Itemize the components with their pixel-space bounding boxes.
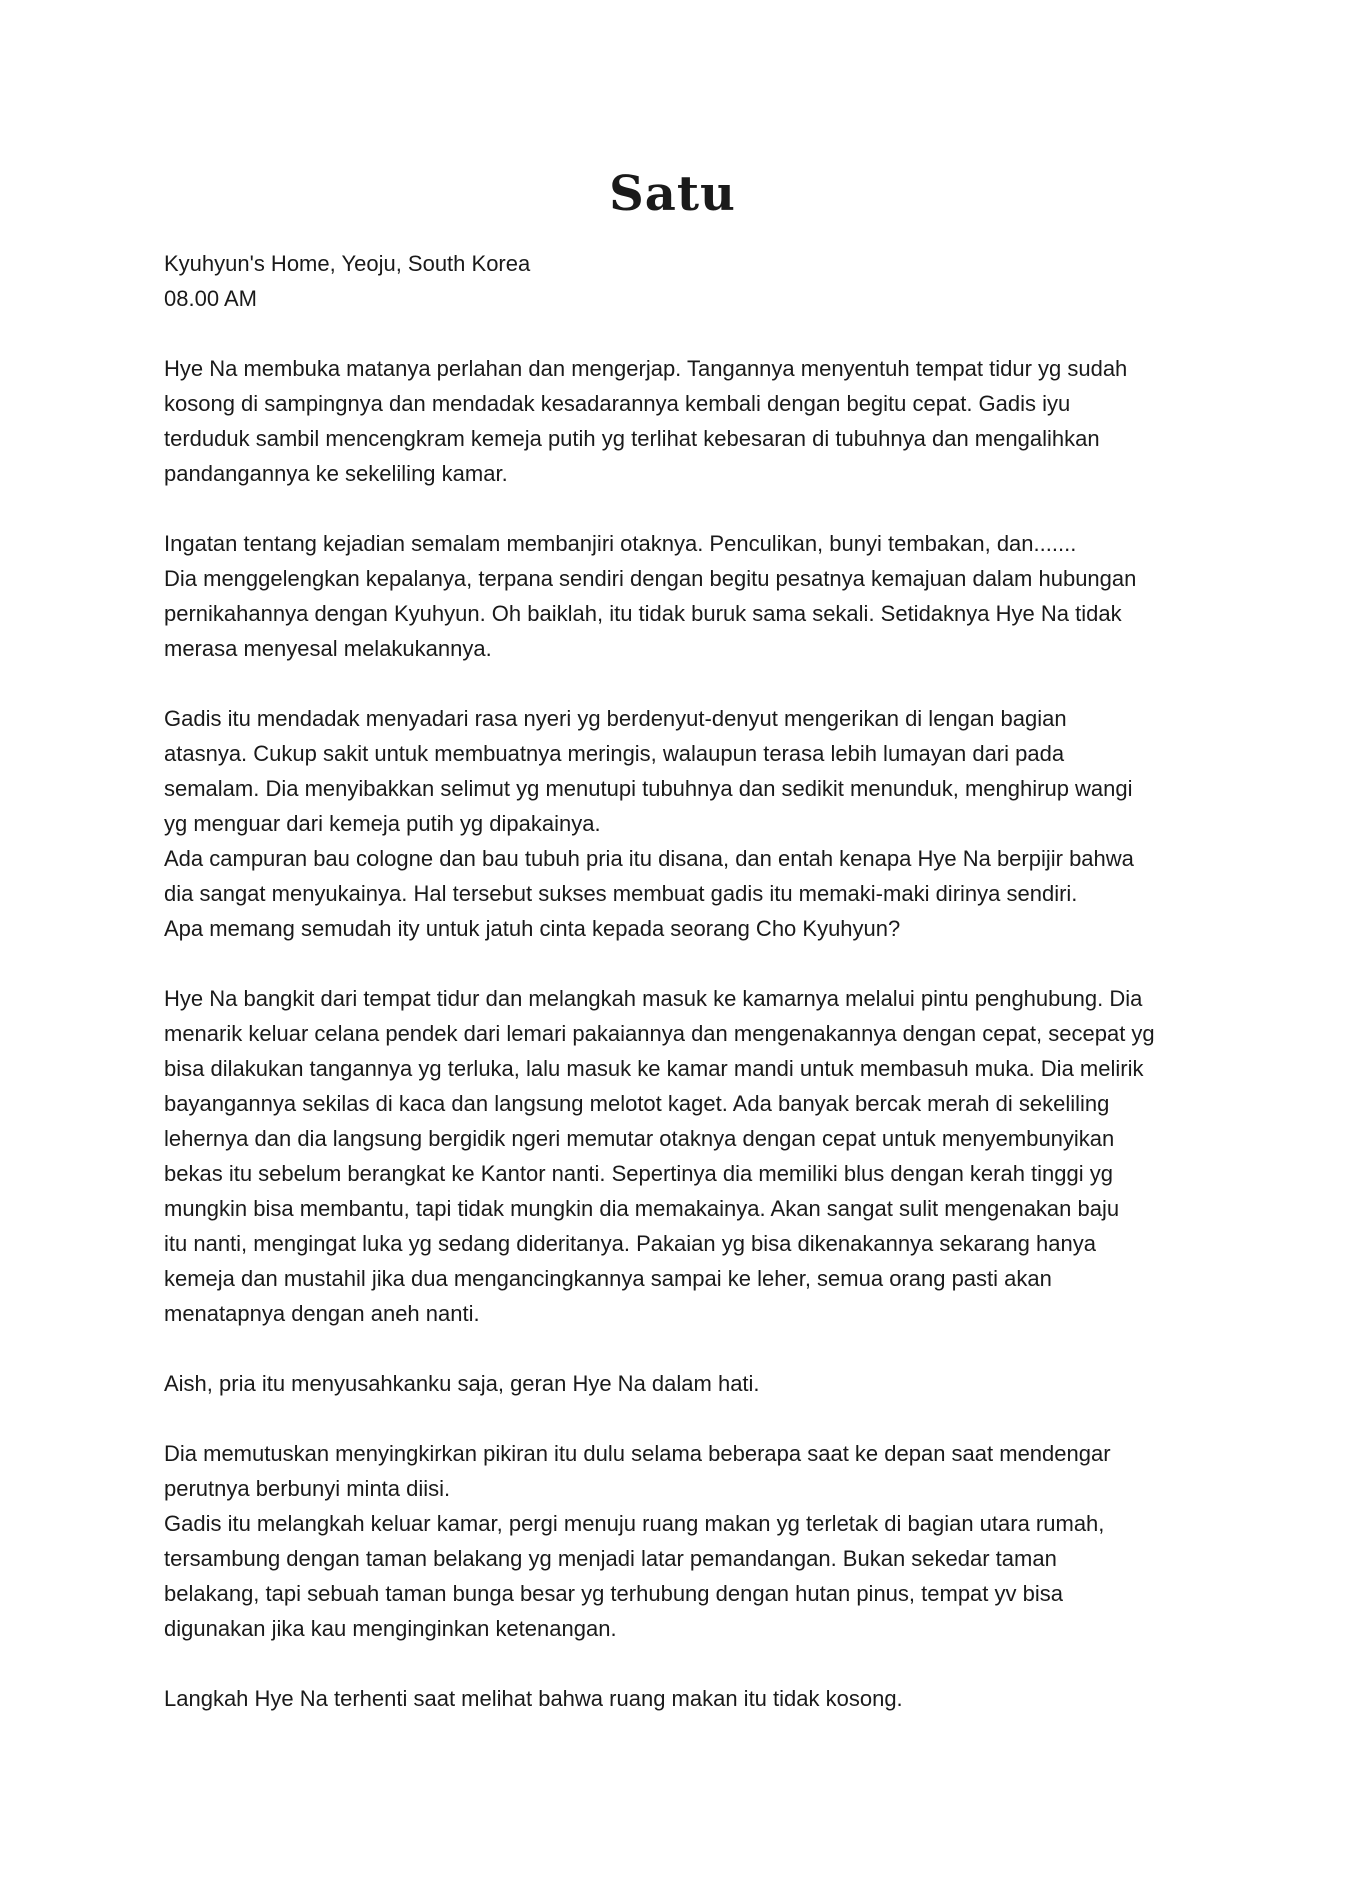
paragraph-line: tersambung dengan taman belakang yg menjadi latar pemandangan. Bukan sekedar taman [164, 1546, 1057, 1571]
paragraph-line: bekas itu sebelum berangkat ke Kantor nanti. Sepertinya dia memiliki blus dengan kerah tinggi yg [164, 1161, 1113, 1186]
paragraph-line: yg menguar dari kemeja putih yg dipakainya. [164, 811, 601, 836]
paragraph-line: dia sangat menyukainya. Hal tersebut sukses membuat gadis itu memaki-maki dirinya sendiri. [164, 881, 1078, 906]
paragraph-line: Apa memang semudah ity untuk jatuh cinta kepada seorang Cho Kyuhyun? [164, 916, 901, 941]
paragraph [164, 526, 1204, 666]
paragraph-line: atasnya. Cukup sakit untuk membuatnya meringis, walaupun terasa lebih lumayan dari pada [164, 741, 1065, 766]
paragraph-line: Dia menggelengkan kepalanya, terpana sendiri dengan begitu pesatnya kemajuan dalam hubungan [164, 566, 1137, 591]
paragraph-line: belakang, tapi sebuah taman bunga besar yg terhubung dengan hutan pinus, tempat yv bisa [164, 1581, 1063, 1606]
paragraph-line: Gadis itu melangkah keluar kamar, pergi menuju ruang makan yg terletak di bagian utara rumah, [164, 1511, 1105, 1536]
paragraph-line: digunakan jika kau menginginkan ketenangan. [164, 1616, 617, 1641]
paragraph-line: mungkin bisa membantu, tapi tidak mungkin dia memakainya. Akan sangat sulit mengenakan baju [164, 1196, 1120, 1221]
chapter-title: Satu [609, 166, 736, 222]
scene-location: Kyuhyun's Home, Yeoju, South Korea [164, 251, 531, 276]
paragraph-line: semalam. Dia menyibakkan selimut yg menutupi tubuhnya dan sedikit menunduk, menghirup wangi [164, 776, 1133, 801]
scene-header [164, 246, 1204, 316]
paragraph-line: Gadis itu mendadak menyadari rasa nyeri yg berdenyut-denyut mengerikan di lengan bagian [164, 706, 1067, 731]
paragraph-line: pandangannya ke sekeliling kamar. [164, 461, 508, 486]
paragraph-line: Ada campuran bau cologne dan bau tubuh pria itu disana, dan entah kenapa Hye Na berpijir bahwa [164, 846, 1134, 871]
paragraph-line: pernikahannya dengan Kyuhyun. Oh baiklah, itu tidak buruk sama sekali. Setidaknya Hye Na tidak [164, 601, 1122, 626]
paragraph-line: Ingatan tentang kejadian semalam membanjiri otaknya. Penculikan, bunyi tembakan, dan....... [164, 531, 1077, 556]
paragraph-line: kosong di sampingnya dan mendadak kesadarannya kembali dengan begitu cepat. Gadis iyu [164, 391, 1071, 416]
paragraph-line: lehernya dan dia langsung bergidik ngeri memutar otaknya dengan cepat untuk menyembunyikan [164, 1126, 1115, 1151]
paragraph [164, 1681, 1204, 1716]
paragraph [164, 701, 1204, 946]
paragraph-line: kemeja dan mustahil jika dua mengancingkannya sampai ke leher, semua orang pasti akan [164, 1266, 1052, 1291]
paragraph-line: Hye Na bangkit dari tempat tidur dan melangkah masuk ke kamarnya melalui pintu penghubung. Dia [164, 986, 1143, 1011]
paragraph-line: Aish, pria itu menyusahkanku saja, geran Hye Na dalam hati. [164, 1371, 760, 1396]
paragraph-line: Langkah Hye Na terhenti saat melihat bahwa ruang makan itu tidak kosong. [164, 1686, 903, 1711]
scene-time: 08.00 AM [164, 286, 257, 311]
paragraph-line: Dia memutuskan menyingkirkan pikiran itu dulu selama beberapa saat ke depan saat mendengar [164, 1441, 1111, 1466]
paragraph [164, 1436, 1204, 1646]
paragraph-line: merasa menyesal melakukannya. [164, 636, 492, 661]
paragraph-line: bayangannya sekilas di kaca dan langsung melotot kaget. Ada banyak bercak merah di sekeliling [164, 1091, 1110, 1116]
paragraph [164, 351, 1204, 491]
paragraph [164, 981, 1204, 1331]
paragraph-line: menarik keluar celana pendek dari lemari pakaiannya dan mengenakannya dengan cepat, secepat yg [164, 1021, 1155, 1046]
paragraph-line: Hye Na membuka matanya perlahan dan mengerjap. Tangannya menyentuh tempat tidur yg sudah [164, 356, 1128, 381]
paragraph-line: perutnya berbunyi minta diisi. [164, 1476, 451, 1501]
paragraph-line: terduduk sambil mencengkram kemeja putih yg terlihat kebesaran di tubuhnya dan mengalihkan [164, 426, 1100, 451]
story-body [164, 246, 1204, 1751]
paragraph [164, 1366, 1204, 1401]
paragraph-line: itu nanti, mengingat luka yg sedang dideritanya. Pakaian yg bisa dikenakannya sekarang hanya [164, 1231, 1096, 1256]
paragraph-line: menatapnya dengan aneh nanti. [164, 1301, 480, 1326]
paragraph-line: bisa dilakukan tangannya yg terluka, lalu masuk ke kamar mandi untuk membasuh muka. Dia melirik [164, 1056, 1144, 1081]
